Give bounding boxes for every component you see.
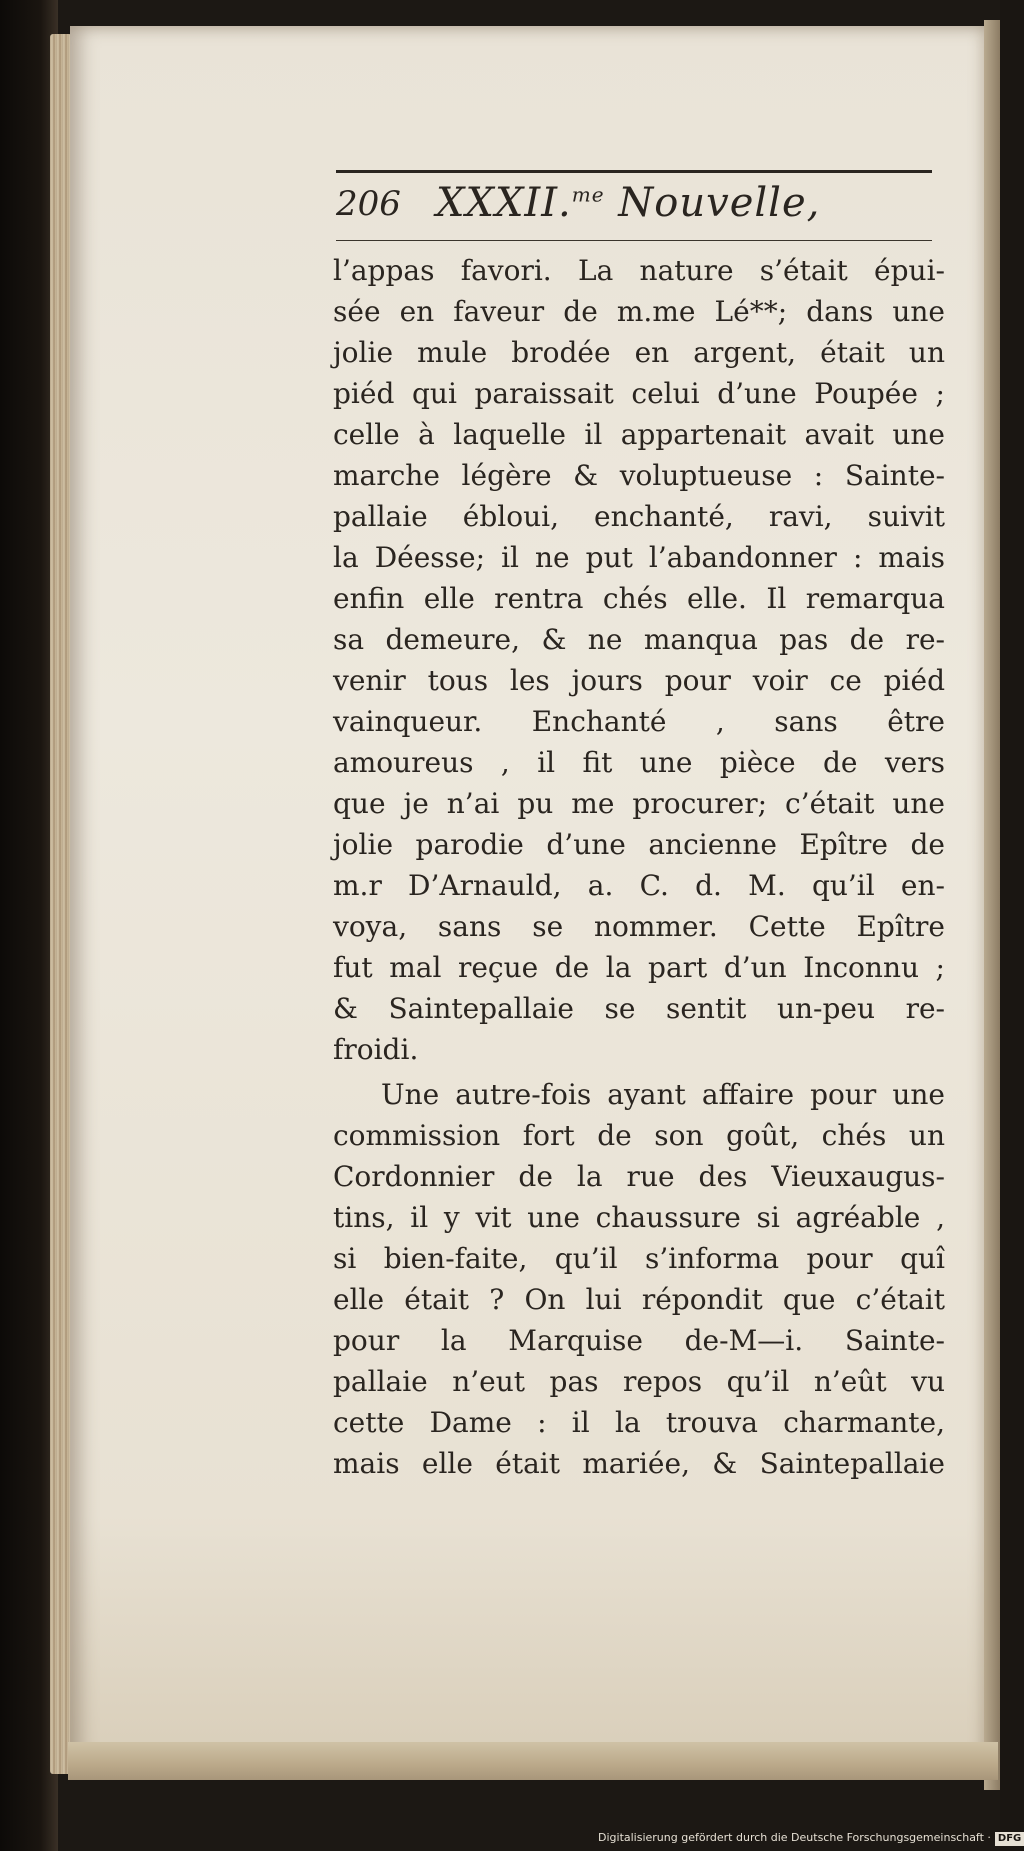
- text-line: celle à laquelle il appartenait avait une: [333, 418, 945, 451]
- text-line: venir tous les jours pour voir ce piéd: [333, 664, 945, 697]
- text-line: piéd qui paraissait celui d’une Poupée ;: [333, 377, 945, 410]
- text-line: jolie mule brodée en argent, était un: [333, 336, 945, 369]
- text-line: pour la Marquise de-M—i. Sainte-: [333, 1324, 945, 1357]
- text-line: voya, sans se nommer. Cette Epître: [333, 910, 945, 943]
- text-line: pallaie ébloui, enchanté, ravi, suivit: [333, 500, 945, 533]
- digitization-credit: [598, 1831, 1022, 1849]
- text-line: sée en faveur de m.me Lé**; dans une: [333, 295, 945, 328]
- text-line: sa demeure, & ne manqua pas de re-: [333, 623, 945, 656]
- text-line: jolie parodie d’une ancienne Epître de: [333, 828, 945, 861]
- text-line: pallaie n’eut pas repos qu’il n’eût vu: [333, 1365, 945, 1398]
- text-line: vainqueur. Enchanté , sans être: [333, 705, 945, 738]
- dfg-logo: DFG: [995, 1832, 1024, 1846]
- text-line: & Saintepallaie se sentit un-peu re-: [333, 992, 945, 1025]
- header-top-rule: [336, 170, 932, 173]
- page-edges-stack: [50, 34, 72, 1774]
- running-head: [436, 180, 820, 226]
- text-line: m.r D’Arnauld, a. C. d. M. qu’il en-: [333, 869, 945, 902]
- text-line: marche légère & voluptueuse : Sainte-: [333, 459, 945, 492]
- text-line: que je n’ai pu me procurer; c’était une: [333, 787, 945, 820]
- page-number: 206: [336, 184, 401, 224]
- running-head-numeral: XXXII.: [436, 180, 572, 226]
- text-line: Cordonnier de la rue des Vieuxaugus-: [333, 1160, 945, 1193]
- credit-text: Digitalisierung gefördert durch die Deutsche Forschungsgemeinschaft ·: [598, 1831, 991, 1844]
- text-line: si bien-faite, qu’il s’informa pour quî: [333, 1242, 945, 1275]
- body-text: [333, 250, 945, 1484]
- text-line: amoureus , il fit une pièce de vers: [333, 746, 945, 779]
- header-bottom-rule: [336, 240, 932, 241]
- text-line: l’appas favori. La nature s’était épui-: [333, 254, 945, 287]
- text-line: tins, il y vit une chaussure si agréable ,: [333, 1201, 945, 1234]
- running-head-superscript: me: [571, 182, 605, 207]
- bottom-page-edge: [68, 1742, 998, 1780]
- text-line: Une autre-fois ayant affaire pour une: [381, 1078, 945, 1111]
- right-page-edge: [984, 20, 1000, 1790]
- text-line: commission fort de son goût, chés un: [333, 1119, 945, 1152]
- text-line: froidi.: [333, 1033, 419, 1066]
- text-line: la Déesse; il ne put l’abandonner : mais: [333, 541, 945, 574]
- text-line: fut mal reçue de la part d’un Inconnu ;: [333, 951, 945, 984]
- text-line: elle était ? On lui répondit que c’était: [333, 1283, 945, 1316]
- text-line: enfin elle rentra chés elle. Il remarqua: [333, 582, 945, 615]
- text-line: cette Dame : il la trouva charmante,: [333, 1406, 945, 1439]
- page-header: [336, 180, 936, 232]
- running-head-title: Nouvelle,: [604, 180, 821, 226]
- text-line: mais elle était mariée, & Saintepallaie: [333, 1447, 945, 1480]
